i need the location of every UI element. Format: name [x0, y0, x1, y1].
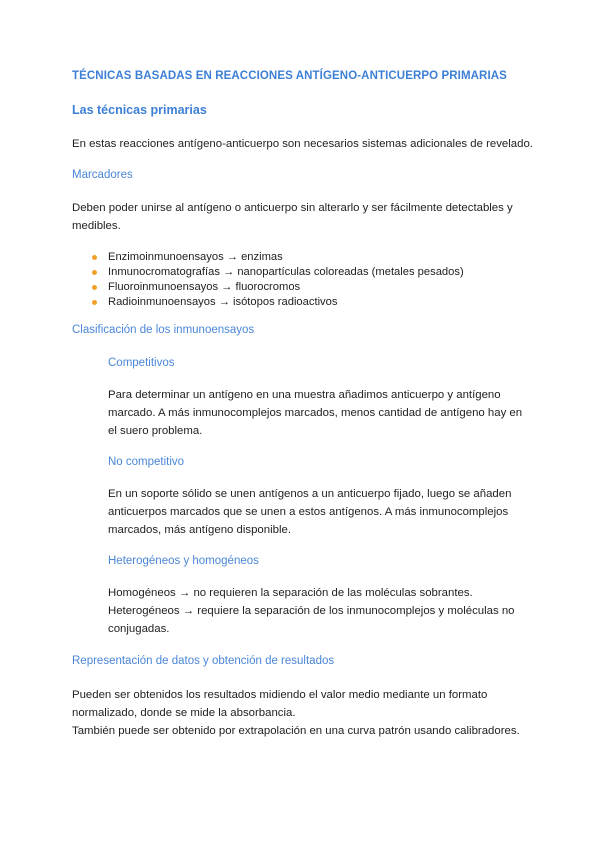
heterogeneos-heading: Heterogéneos y homogéneos	[108, 555, 259, 567]
bullet-icon	[92, 285, 97, 290]
homogeneos-line: Homogéneos → no requieren la separación de las moléculas sobrantes.	[108, 587, 473, 599]
section-title: Las técnicas primarias	[72, 103, 207, 117]
list-item: Radioinmunoensayos → isótopos radioactivos	[92, 295, 552, 310]
list-item: Fluoroinmunoensayos → fluorocromos	[92, 280, 552, 295]
bullet-icon	[92, 270, 97, 275]
intro-paragraph: En estas reacciones antígeno-anticuerpo son necesarios sistemas adicionales de revelado.	[72, 138, 533, 150]
no-competitivo-heading: No competitivo	[108, 456, 185, 468]
list-item: Inmunocromatografías → nanopartículas coloreadas (metales pesados)	[92, 265, 552, 280]
representacion-paragraph-2: También puede ser obtenido por extrapolación en una curva patrón usando calibradores.	[72, 725, 520, 737]
competitivos-heading: Competitivos	[108, 357, 175, 369]
competitivos-paragraph: Para determinar un antígeno en una muestra añadimos anticuerpo y antígeno marcado. A más inmunocomplejos marcados, menos cantidad de antígeno hay en el suero problema.	[108, 389, 523, 437]
list-item: Enzimoinmunoensayos → enzimas	[92, 250, 552, 265]
document-title: TÉCNICAS BASADAS EN REACCIONES ANTÍGENO-ANTICUERPO PRIMARIAS	[72, 70, 507, 82]
representacion-heading: Representación de datos y obtención de resultados	[72, 655, 335, 667]
bullet-icon	[92, 255, 97, 260]
bullet-icon	[92, 300, 97, 305]
no-competitivo-paragraph: En un soporte sólido se unen antígenos a un anticuerpo fijado, luego se añaden anticuerpos marcados que se unen a estos antígenos. A más inmunocomplejos marcados, más antígeno disponible.	[108, 488, 512, 536]
clasificacion-heading: Clasificación de los inmunoensayos	[72, 324, 255, 336]
marcadores-heading: Marcadores	[72, 169, 133, 181]
marcadores-list	[92, 250, 552, 310]
marcadores-paragraph: Deben poder unirse al antígeno o anticuerpo sin alterarlo y ser fácilmente detectables y medibles.	[72, 202, 513, 232]
heterogeneos-line: Heterogéneos → requiere la separación de los inmunocomplejos y moléculas no conjugadas.	[108, 605, 515, 635]
representacion-paragraph-1: Pueden ser obtenidos los resultados midiendo el valor medio mediante un formato normalizado, donde se mide la absorbancia.	[72, 689, 488, 719]
